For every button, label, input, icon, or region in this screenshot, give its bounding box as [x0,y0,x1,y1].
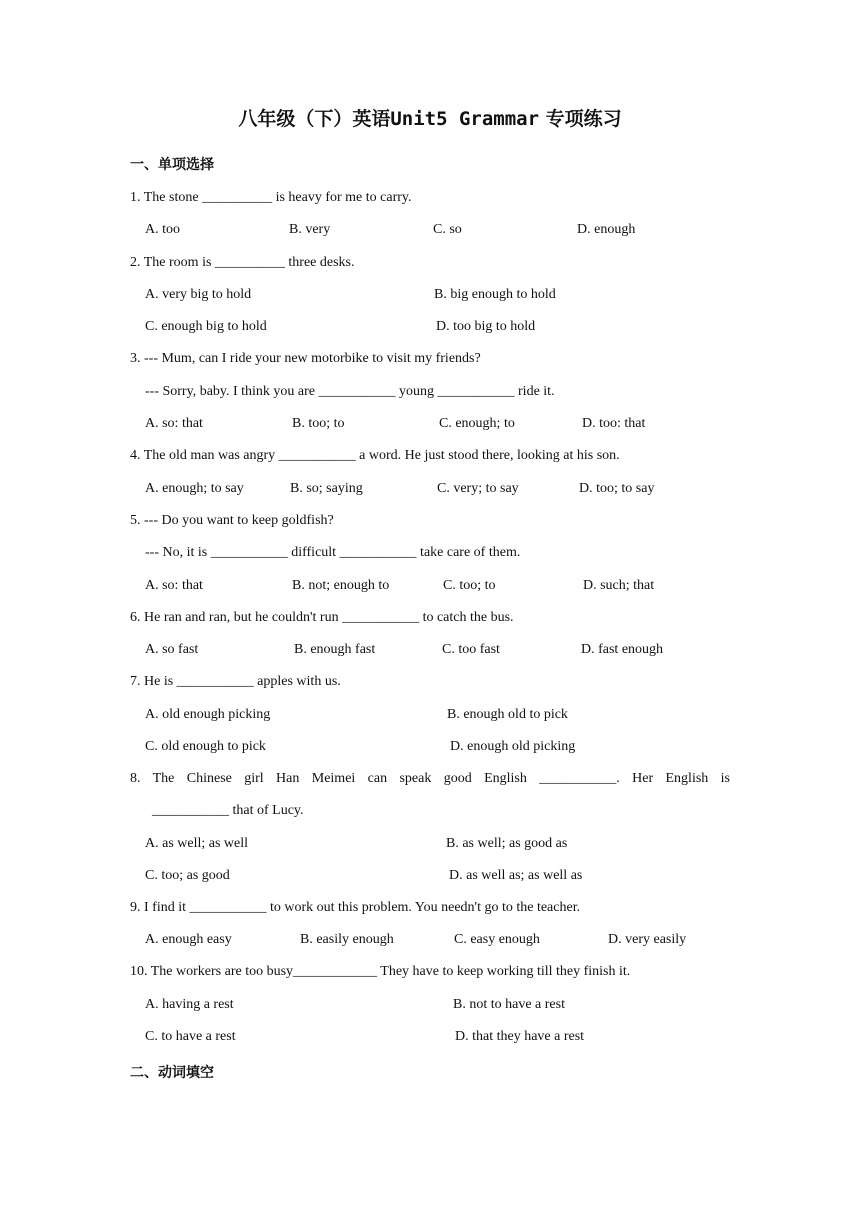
title-cn-suffix: 专项练习 [539,108,622,130]
q1-option-c: C. so [433,222,462,237]
q2-option-a: A. very big to hold [145,287,252,302]
q7-option-a: A. old enough picking [145,707,271,722]
q7-option-b: B. enough old to pick [447,707,568,722]
q10-option-b: B. not to have a rest [453,997,565,1012]
q10-option-a: A. having a rest [145,997,234,1012]
question-8-continued: ___________ that of Lucy. [152,803,304,818]
question-5-reply: --- No, it is ___________ difficult ___________ take care of them. [145,545,521,560]
q10-option-d: D. that they have a rest [455,1029,585,1044]
question-4: 4. The old man was angry ___________ a word. He just stood there, looking at his son. [130,448,620,463]
q1-option-a: A. too [145,222,180,237]
q7-option-c: C. old enough to pick [145,739,266,754]
q4-option-b: B. so; saying [290,481,363,496]
page-title [0,104,860,131]
q6-option-a: A. so fast [145,642,199,657]
question-7: 7. He is ___________ apples with us. [130,674,341,689]
q9-option-c: C. easy enough [454,932,540,947]
q2-option-b: B. big enough to hold [434,287,556,302]
q5-option-b: B. not; enough to [292,578,390,593]
q7-option-d: D. enough old picking [450,739,576,754]
q1-option-d: D. enough [577,222,636,237]
q3-option-a: A. so: that [145,416,203,431]
question-6: 6. He ran and ran, but he couldn't run ___________ to catch the bus. [130,610,514,625]
q6-option-b: B. enough fast [294,642,376,657]
q4-option-a: A. enough; to say [145,481,244,496]
q8-option-b: B. as well; as good as [446,836,568,851]
title-latin: Unit5 Grammar [390,108,540,130]
question-9: 9. I find it ___________ to work out this problem. You needn't go to the teacher. [130,900,581,915]
question-1: 1. The stone __________ is heavy for me to carry. [130,190,412,205]
question-3: 3. --- Mum, can I ride your new motorbike to visit my friends? [130,351,481,366]
q4-option-d: D. too; to say [579,481,655,496]
section-heading-multiple-choice: 一、单项选择 [130,157,214,173]
q2-option-c: C. enough big to hold [145,319,267,334]
q8-option-a: A. as well; as well [145,836,249,851]
section-heading-verb-fill: 二、动词填空 [130,1065,214,1081]
question-3-reply: --- Sorry, baby. I think you are ___________ young ___________ ride it. [145,384,555,399]
q10-option-c: C. to have a rest [145,1029,236,1044]
question-8: 8. The Chinese girl Han Meimei can speak good English ___________. Her English is [130,771,730,786]
q3-option-b: B. too; to [292,416,345,431]
q9-option-b: B. easily enough [300,932,394,947]
question-2: 2. The room is __________ three desks. [130,255,355,270]
q1-option-b: B. very [289,222,331,237]
q9-option-a: A. enough easy [145,932,232,947]
q8-option-d: D. as well as; as well as [449,868,583,883]
q5-option-d: D. such; that [583,578,655,593]
question-5: 5. --- Do you want to keep goldfish? [130,513,334,528]
q8-option-c: C. too; as good [145,868,230,883]
q5-option-a: A. so: that [145,578,203,593]
q3-option-c: C. enough; to [439,416,515,431]
q6-option-d: D. fast enough [581,642,664,657]
q3-option-d: D. too: that [582,416,646,431]
title-cn-prefix: 八年级（下）英语 [238,108,391,130]
q5-option-c: C. too; to [443,578,496,593]
q6-option-c: C. too fast [442,642,500,657]
question-10: 10. The workers are too busy____________ They have to keep working till they finish it. [130,964,631,979]
q9-option-d: D. very easily [608,932,687,947]
q2-option-d: D. too big to hold [436,319,536,334]
q4-option-c: C. very; to say [437,481,519,496]
